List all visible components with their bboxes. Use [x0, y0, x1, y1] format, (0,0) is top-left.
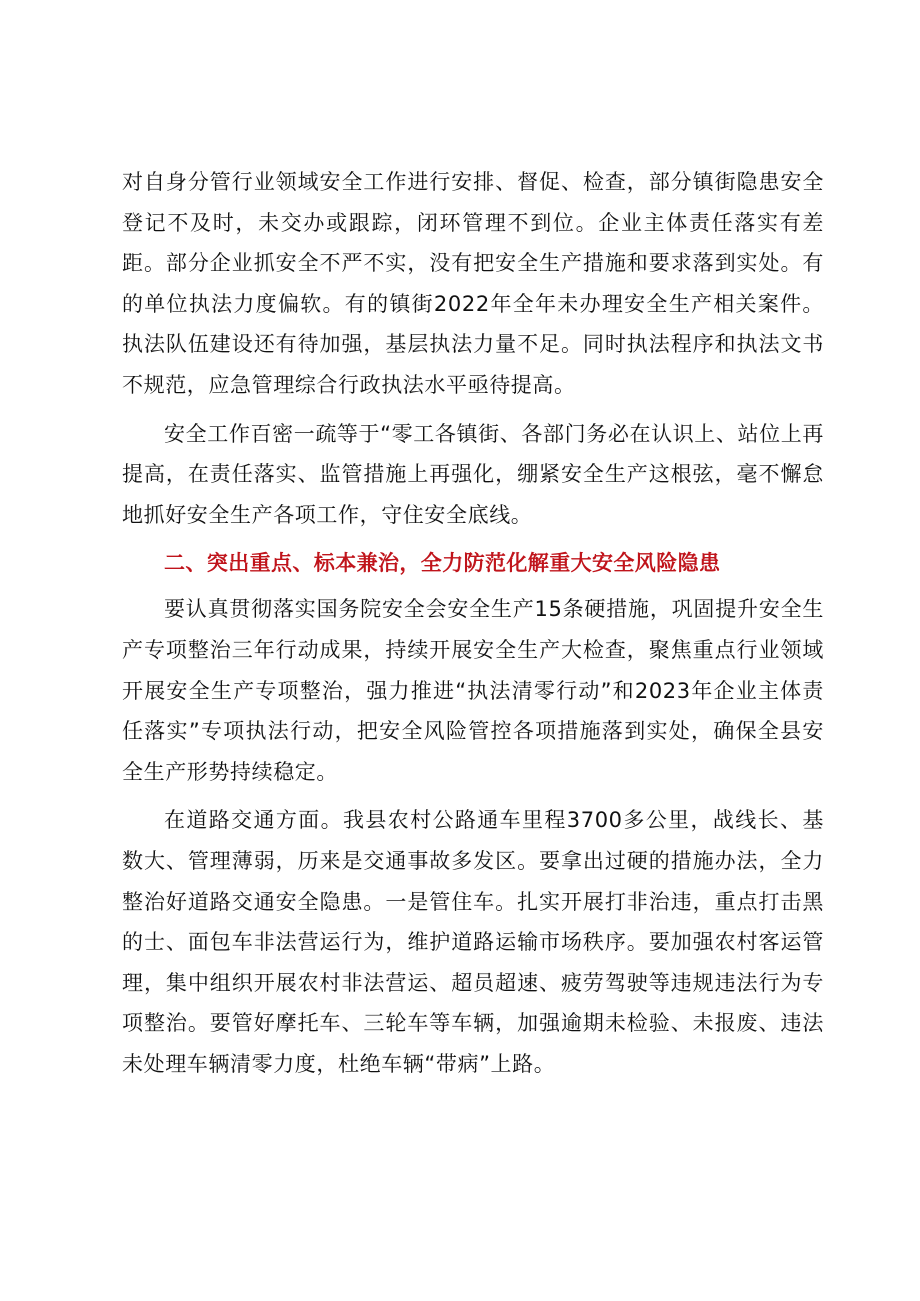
body-paragraph-1: 对自身分管行业领域安全工作进行安排、督促、检查，部分镇街隐患安全登记不及时，未交办或跟踪，闭环管理不到位。企业主体责任落实有差距。部分企业抓安全不严不实，没有把安全生产措施和要求落到实处。有的单位执法力度偏软。有的镇街2022年全年未办理安全生产相关案件。执法队伍建设还有待加强，基层执法力量不足。同时执法程序和执法文书不规范，应急管理综合行政执法水平亟待提高。 — [122, 170, 824, 397]
body-paragraph-2: 安全工作百密一疏等于“零工各镇街、各部门务必在认识上、站位上再提高，在责任落实、监管措施上再强化，绷紧安全生产这根弦，毫不懈怠地抓好安全生产各项工作，守住安全底线。 — [122, 421, 824, 527]
body-paragraph-3: 要认真贯彻落实国务院安全会安全生产15条硬措施，巩固提升安全生产专项整治三年行动成果，持续开展安全生产大检查，聚焦重点行业领域开展安全生产专项整治，强力推进“执法清零行动”和2023年企业主体责任落实”专项执法行动，把安全风险管控各项措施落到实处，确保全县安全生产形势持续稳定。 — [122, 597, 824, 784]
document-body — [122, 162, 824, 1084]
section-heading: 二、突出重点、标本兼治，全力防范化解重大安全风险隐患 — [164, 551, 721, 576]
body-paragraph-4: 在道路交通方面。我县农村公路通车里程3700多公里，战线长、基数大、管理薄弱，历来是交通事故多发区。要拿出过硬的措施办法，全力整治好道路交通安全隐患。一是管住车。扎实开展打非治违，重点打击黑的士、面包车非法营运行为，维护道路运输市场秩序。要加强农村客运管理，集中组织开展农村非法营运、超员超速、疲劳驾驶等违规违法行为专项整治。要管好摩托车、三轮车等车辆，加强逾期未检验、未报废、违法未处理车辆清零力度，杜绝车辆“带病”上路。 — [122, 808, 824, 1076]
